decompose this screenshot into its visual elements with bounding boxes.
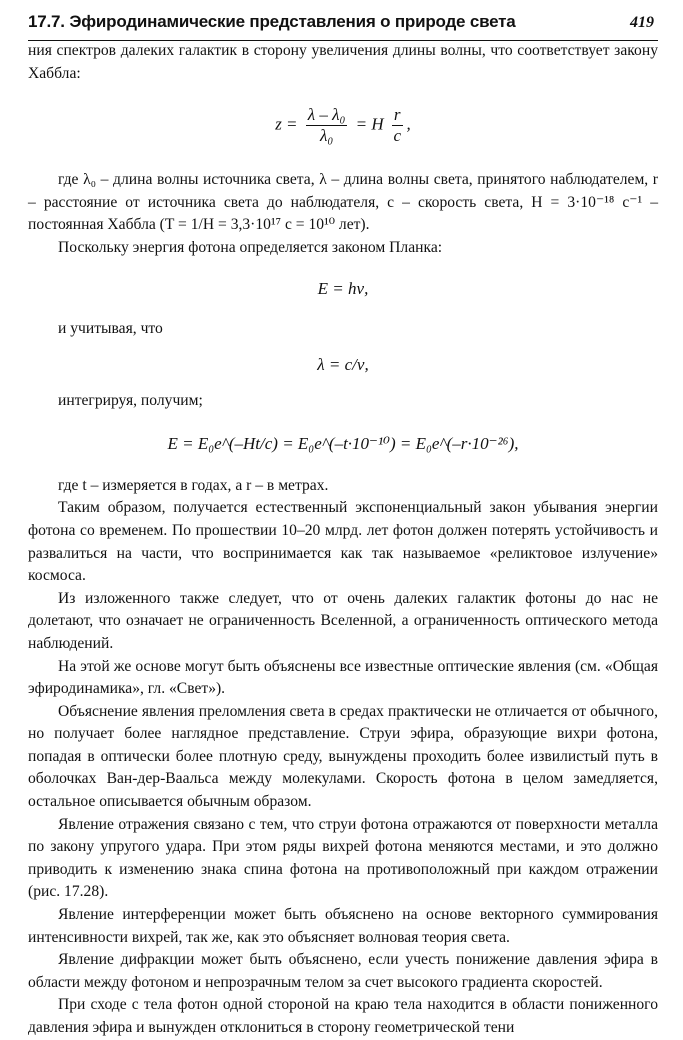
paragraph-2: Из изложенного также следует, что от очень далеких галактик фотоны до нас не долетают, что означает не ограниченность Вселенной, а ограниченность оптического метода наблюдений. bbox=[28, 589, 658, 652]
paragraph-5: Явление отражения связано с тем, что струи фотона отражаются от поверхности металла по закону упругого удара. При этом ряды вихрей фотона меняются местами, и это должно приводить к изменению знака спина фотона на противоположный при каждом отражении (рис. 17.28). bbox=[28, 815, 658, 901]
paragraph-considering: и учитывая, что bbox=[58, 319, 163, 337]
paragraph-4: Объяснение явления преломления света в средах практически не отличается от обычного, но получает более наглядное представление. Струи эфира, образующие вихри фотона, попадая в оптически более плотную среду, вынуждены проходить более извилистый путь в оболочках Ван-дер-Ваальса между молекулами. Скорость фотона в целом замедляется, остальное описывается обычным образом. bbox=[28, 702, 658, 811]
paragraph-8: При сходе с тела фотон одной стороной на краю тела находится в области пониженного давления эфира и вынужден отклониться в сторону геометрической тени bbox=[28, 996, 658, 1036]
page-number: 419 bbox=[630, 14, 654, 31]
fraction-numerator-2: r bbox=[393, 105, 401, 125]
formula-hubble-mid: = H bbox=[355, 114, 384, 134]
formula-hubble-fraction bbox=[306, 105, 348, 146]
paragraph-6: Явление интерференции может быть объяснено на основе векторного суммирования интенсивности вихрей, так же, как это объясняет волновая теория света. bbox=[28, 906, 658, 946]
formula-lambda: λ = c/ν, bbox=[317, 355, 369, 375]
paragraph-where-2: где t – измеряется в годах, а r – в метрах. bbox=[58, 476, 329, 494]
section-title: 17.7. Эфиродинамические представления о природе света bbox=[28, 12, 516, 31]
fraction-denominator: λ₀ bbox=[319, 126, 334, 146]
paragraph-1: Таким образом, получается естественный экспоненциальный закон убывания энергии фотона со временем. По прошествии 10–20 млрд. лет фотон должен потерять устойчивость и развалиться на части, что воспринимается как так называемое «реликтовое излучение» космоса. bbox=[28, 499, 658, 585]
formula-hubble-tail: , bbox=[406, 114, 411, 134]
formula-energy: E = E₀e^(–Ht/c) = E₀e^(–t·10⁻¹⁰) = E₀e^(–r·10⁻²⁶), bbox=[167, 433, 519, 453]
paragraph-7: Явление дифракции может быть объяснено, если учесть понижение давления эфира в области между фотоном и непрозрачным телом за счет высокого градиента скоростей. bbox=[28, 951, 658, 991]
formula-hubble bbox=[28, 85, 658, 169]
paragraph-planck: Поскольку энергия фотона определяется законом Планка: bbox=[58, 238, 443, 256]
formula-hubble-lhs: z = bbox=[275, 114, 298, 134]
paragraph-3: На этой же основе могут быть объяснены все известные оптические явления (см. «Общая эфиродинамика», гл. «Свет»). bbox=[28, 657, 658, 698]
page-body bbox=[28, 40, 658, 1040]
fraction-denominator-2: c bbox=[393, 126, 401, 146]
paragraph-intro: ния спектров далеких галактик в сторону увеличения длины волны, что соответствует закону Хаббла: bbox=[28, 42, 658, 82]
formula-hubble-fraction-2 bbox=[392, 105, 403, 146]
formula-planck: E = hν, bbox=[317, 278, 369, 298]
paragraph-where-1: где λ₀ – длина волны источника света, λ – длина волны света, принятого наблюдателем, r – расстояние от источника света до наблюдателя, c – скорость света, H = 3·10⁻¹⁸ с⁻¹ – постоянная Хаббла (T = 1/H = 3,3·10¹⁷ с = 10¹⁰ лет). bbox=[28, 171, 658, 234]
fraction-numerator: λ – λ₀ bbox=[307, 105, 346, 125]
running-header bbox=[28, 10, 658, 41]
paragraph-integrating: интегрируя, получим; bbox=[58, 392, 203, 410]
